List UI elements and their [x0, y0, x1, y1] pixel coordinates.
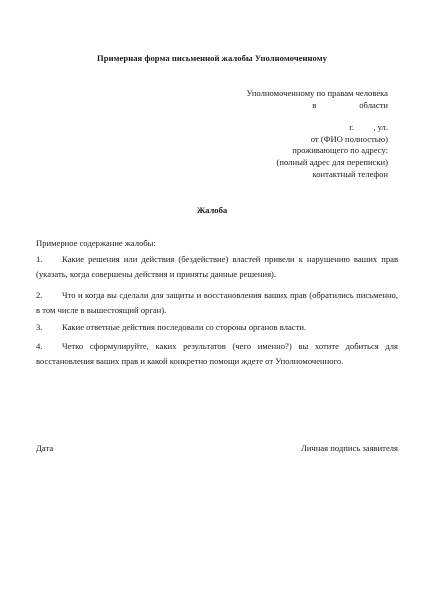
- item-text: Четко сформулируйте, каких результатов (чего именно?) вы хотите добиться для восстановления ваших прав и какой конкретно помощи ждете от Уполномоченного.: [36, 341, 398, 366]
- addressee-line: в области: [312, 99, 388, 110]
- complaint-heading: Жалоба: [196, 205, 228, 215]
- addressee-line: контактный телефон: [312, 168, 388, 179]
- addressee-block: [188, 88, 388, 180]
- item-number: 3.: [36, 322, 43, 332]
- item-text: Какие ответные действия последовали со стороны органов власти.: [62, 322, 307, 332]
- addressee-line: Уполномоченному по правам человека: [246, 88, 388, 98]
- addressee-line: от (ФИО полностью): [310, 133, 388, 144]
- intro-text: Примерное содержание жалобы:: [36, 238, 156, 248]
- list-item: [36, 288, 398, 318]
- addressee-line: проживающего по адресу:: [292, 145, 388, 156]
- document-title: Примерная форма письменной жалобы Уполномоченному: [97, 53, 327, 63]
- list-item: [36, 339, 398, 369]
- item-number: 2.: [36, 290, 43, 300]
- list-item: [36, 320, 398, 335]
- item-text: Что и когда вы сделали для защиты и восстановления ваших прав (обратились письменно, в том числе в вышестоящий орган).: [36, 290, 398, 315]
- addressee-line: г. , ул.: [349, 122, 388, 133]
- date-label: Дата: [36, 443, 54, 453]
- signature-label: Личная подпись заявителя: [301, 443, 398, 453]
- item-text: Какие решения или действия (бездействие) властей привели к нарушению ваших прав (указать, когда совершены действия и приняты данные решения).: [36, 254, 398, 279]
- addressee-line: (полный адрес для переписки): [276, 156, 388, 167]
- list-item: [36, 252, 398, 282]
- item-number: 1.: [36, 254, 43, 264]
- item-number: 4.: [36, 341, 43, 351]
